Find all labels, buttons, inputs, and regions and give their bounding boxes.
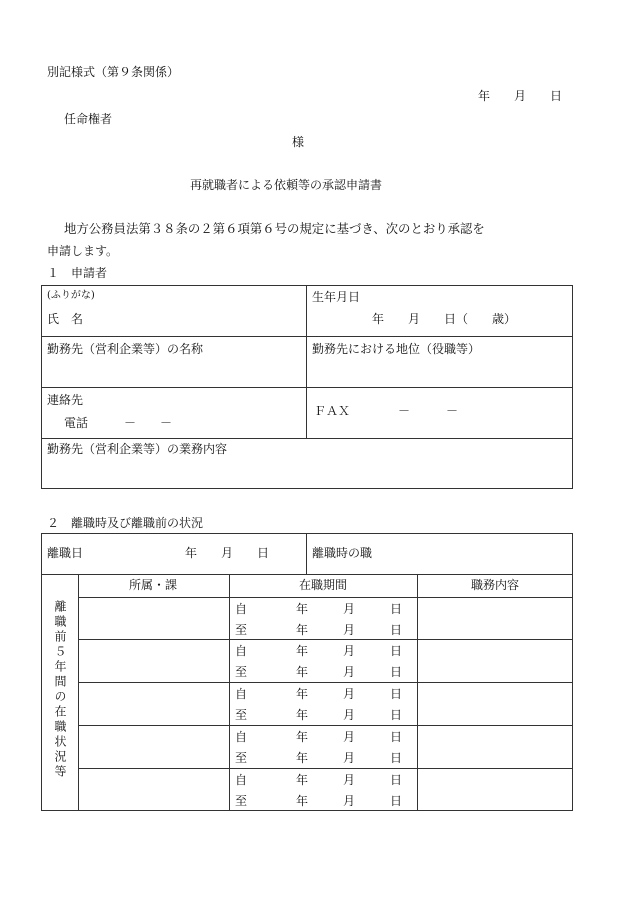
birthdate-field[interactable]: 年 月 日（ 歳） bbox=[372, 312, 517, 326]
period-from-year: 年 bbox=[296, 602, 309, 616]
period-from-month: 月 bbox=[343, 687, 356, 701]
period-from-label: 自 bbox=[235, 687, 248, 701]
period-from-day: 日 bbox=[390, 730, 403, 744]
period-to-year: 年 bbox=[296, 794, 309, 808]
period-from-day: 日 bbox=[390, 773, 403, 787]
period-to-day: 日 bbox=[390, 708, 403, 722]
period-to-month: 月 bbox=[343, 794, 356, 808]
period-from-label: 自 bbox=[235, 602, 248, 616]
period-from-label: 自 bbox=[235, 644, 248, 658]
period-from-year: 年 bbox=[296, 773, 309, 787]
col-period: 在職期間 bbox=[298, 578, 347, 592]
period-to-year: 年 bbox=[296, 751, 309, 765]
furigana-label: (ふりがな) bbox=[47, 290, 95, 301]
intro-line-2: 申請します。 bbox=[47, 244, 119, 258]
period-to-label: 至 bbox=[235, 708, 248, 722]
period-to-label: 至 bbox=[235, 794, 248, 808]
period-to-year: 年 bbox=[296, 623, 309, 637]
period-to-month: 月 bbox=[343, 665, 356, 679]
retire-post-field[interactable]: 離職時の職 bbox=[312, 546, 373, 560]
section2-heading: ２ 離職時及び離職前の状況 bbox=[47, 516, 204, 530]
period-from-label: 自 bbox=[235, 730, 248, 744]
period-from-day: 日 bbox=[390, 687, 403, 701]
col-duties: 職務内容 bbox=[470, 578, 519, 592]
period-to-year: 年 bbox=[296, 665, 309, 679]
phone-field[interactable]: 電話 － － bbox=[64, 416, 173, 430]
date-line: 年 月 日 bbox=[478, 89, 563, 103]
contact-label: 連絡先 bbox=[47, 393, 84, 407]
period-from-label: 自 bbox=[235, 773, 248, 787]
period-to-month: 月 bbox=[343, 708, 356, 722]
side-label: 離職前５年間の在職状況等 bbox=[53, 600, 67, 780]
period-from-year: 年 bbox=[296, 687, 309, 701]
period-to-day: 日 bbox=[390, 665, 403, 679]
period-from-day: 日 bbox=[390, 602, 403, 616]
period-to-month: 月 bbox=[343, 751, 356, 765]
period-from-month: 月 bbox=[343, 773, 356, 787]
period-to-day: 日 bbox=[390, 751, 403, 765]
period-to-day: 日 bbox=[390, 623, 403, 637]
col-affiliation: 所属・課 bbox=[128, 578, 177, 592]
period-to-label: 至 bbox=[235, 751, 248, 765]
period-to-month: 月 bbox=[343, 623, 356, 637]
retire-date-label: 離職日 bbox=[47, 546, 84, 560]
document-title: 再就職者による依頼等の承認申請書 bbox=[190, 178, 383, 192]
period-from-month: 月 bbox=[343, 644, 356, 658]
period-to-day: 日 bbox=[390, 794, 403, 808]
period-to-label: 至 bbox=[235, 623, 248, 637]
intro-line-1: 地方公務員法第３８条の２第６項第６号の規定に基づき、次のとおり承認を bbox=[64, 221, 485, 236]
period-to-year: 年 bbox=[296, 708, 309, 722]
employer-position-field[interactable]: 勤務先における地位（役職等） bbox=[312, 342, 481, 356]
period-from-month: 月 bbox=[343, 602, 356, 616]
business-description-field[interactable]: 勤務先（営利企業等）の業務内容 bbox=[47, 442, 228, 456]
form-label: 別記様式（第９条関係） bbox=[47, 65, 180, 79]
addressee: 任命権者 bbox=[64, 112, 113, 126]
honorific: 様 bbox=[292, 135, 305, 149]
employer-name-field[interactable]: 勤務先（営利企業等）の名称 bbox=[47, 342, 204, 356]
fax-field[interactable]: ＦＡＸ － － bbox=[314, 404, 459, 418]
period-from-year: 年 bbox=[296, 730, 309, 744]
period-from-day: 日 bbox=[390, 644, 403, 658]
section1-heading: １ 申請者 bbox=[47, 266, 108, 280]
period-to-label: 至 bbox=[235, 665, 248, 679]
period-from-month: 月 bbox=[343, 730, 356, 744]
period-from-year: 年 bbox=[296, 644, 309, 658]
birthdate-label: 生年月日 bbox=[312, 290, 361, 304]
name-field[interactable]: 氏 名 bbox=[47, 312, 84, 326]
retire-date-field[interactable]: 年 月 日 bbox=[185, 546, 270, 560]
